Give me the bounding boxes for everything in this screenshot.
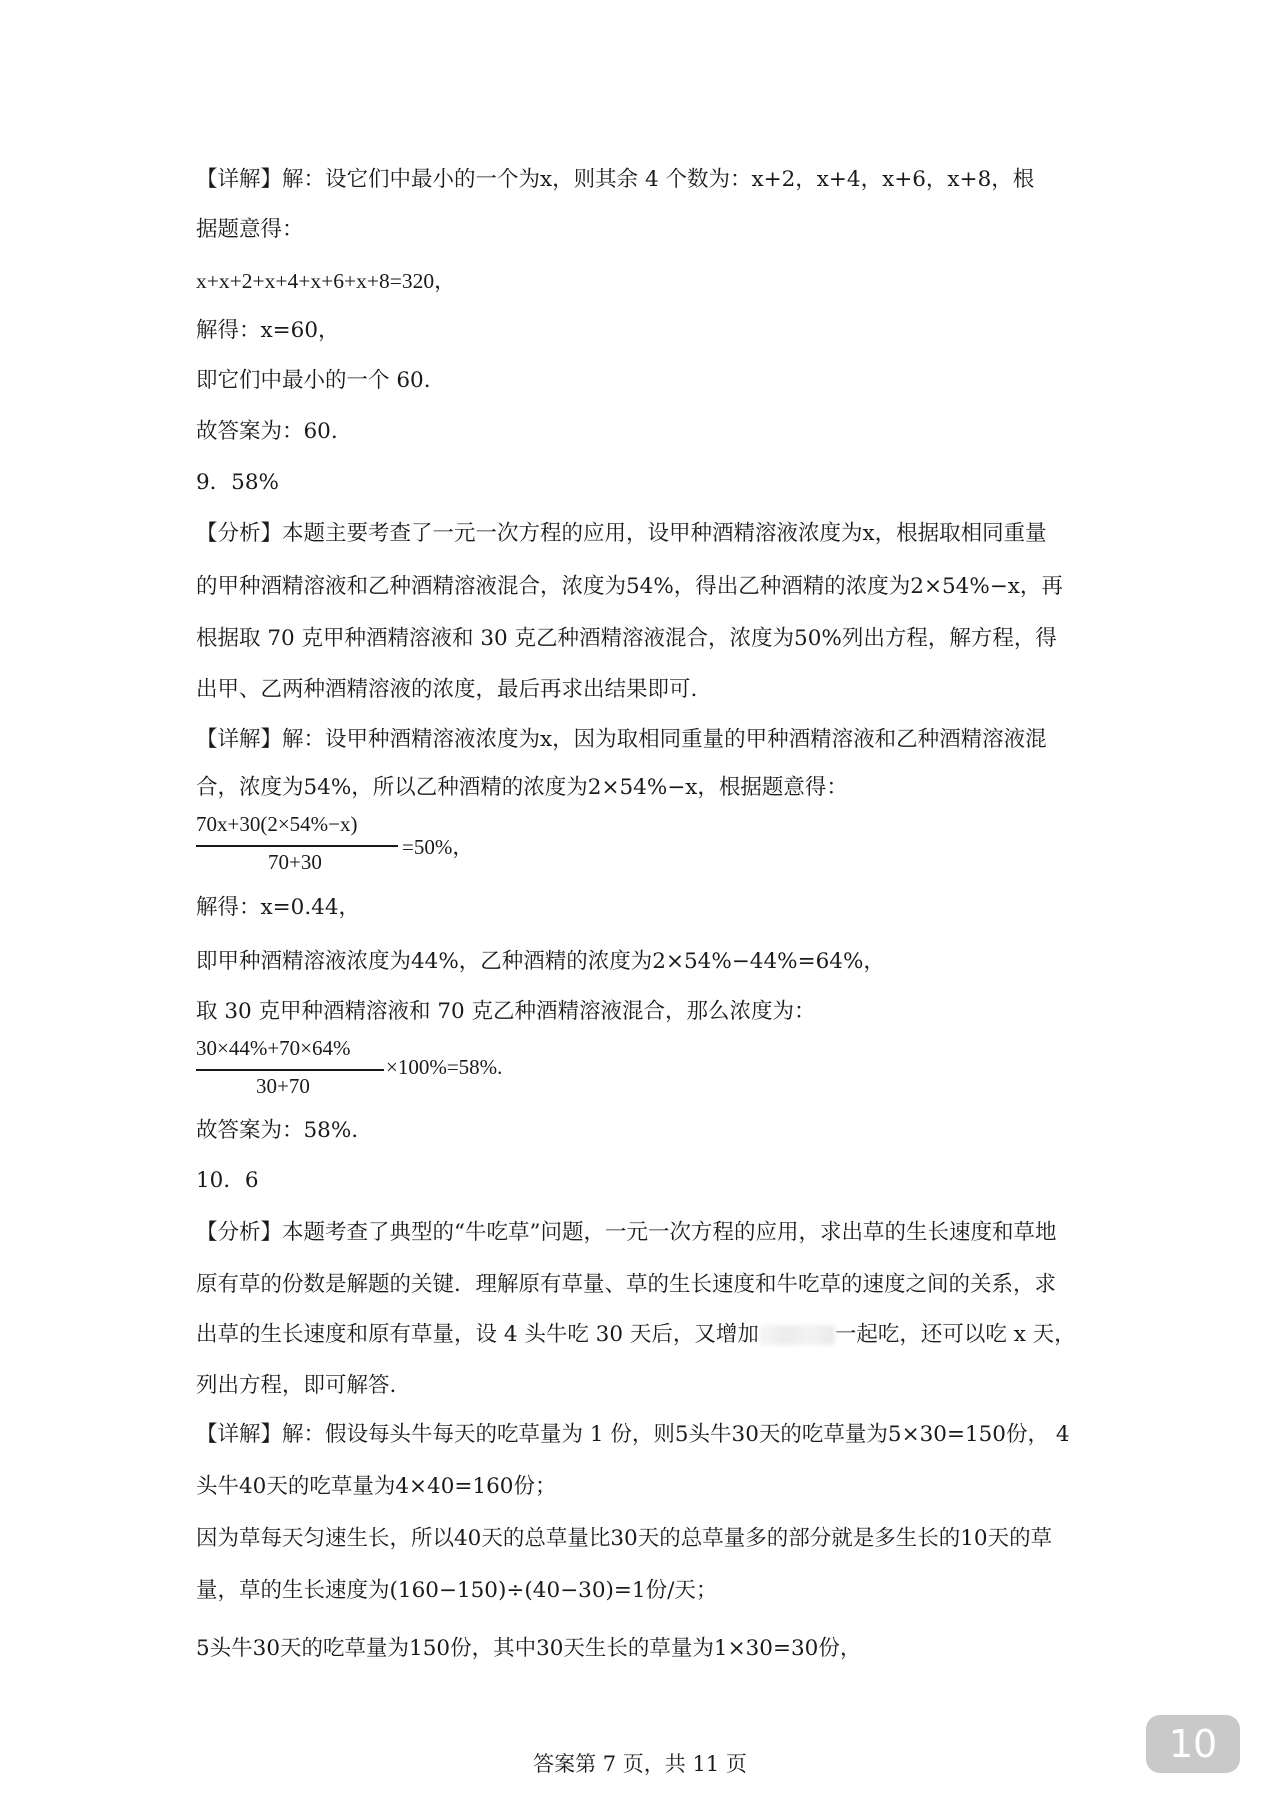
text-line: 量，草的生长速度为(160−150)÷(40−30)=1份/天； <box>196 1578 718 1603</box>
text-line: 据题意得： <box>196 217 304 242</box>
answer-heading-10: 10．6 <box>196 1168 259 1193</box>
text-line: 【详解】解：设它们中最小的一个为x，则其余 4 个数为：x+2，x+4，x+6，x+8，根 <box>196 167 1035 192</box>
text-line: 原有草的份数是解题的关键．理解原有草量、草的生长速度和牛吃草的速度之间的关系，求 <box>196 1272 1057 1297</box>
text-line: 故答案为：58%. <box>196 1118 359 1143</box>
text-line: 的甲种酒精溶液和乙种酒精溶液混合，浓度为54%，得出乙种酒精的浓度为2×54%−x，再 <box>196 574 1063 599</box>
fraction-result: =50%， <box>402 835 474 859</box>
fraction-equation-2 <box>196 1036 596 1106</box>
text-line <box>196 1320 1076 1350</box>
equation-line: x+x+2+x+4+x+6+x+8=320， <box>196 269 456 293</box>
page-footer: 答案第 7 页，共 11 页 <box>533 1752 747 1776</box>
text-line: 根据取 70 克甲种酒精溶液和 30 克乙种酒精溶液混合，浓度为50%列出方程，解方程，得 <box>196 626 1057 651</box>
answer-heading-9: 9．58% <box>196 470 279 495</box>
text-segment: 出草的生长速度和原有草量，设 4 头牛吃 30 天后，又增加 <box>196 1322 759 1347</box>
text-line: 出甲、乙两种酒精溶液的浓度，最后再求出结果即可. <box>196 677 698 702</box>
text-line: 即它们中最小的一个 60. <box>196 368 431 393</box>
fraction-bar <box>196 845 398 847</box>
text-line: 因为草每天匀速生长，所以40天的总草量比30天的总草量多的部分就是多生长的10天的草 <box>196 1526 1053 1551</box>
text-line: 合，浓度为54%，所以乙种酒精的浓度为2×54%−x，根据题意得： <box>196 775 848 800</box>
text-line: 【详解】解：设甲种酒精溶液浓度为x，因为取相同重量的甲种酒精溶液和乙种酒精溶液混 <box>196 727 1047 752</box>
page-number-badge: 10 <box>1146 1715 1240 1773</box>
text-line: 解得：x=60， <box>196 318 340 343</box>
text-line: 5头牛30天的吃草量为150份，其中30天生长的草量为1×30=30份， <box>196 1636 862 1661</box>
fraction-bar <box>196 1069 384 1071</box>
text-line: 列出方程，即可解答. <box>196 1373 397 1398</box>
text-line: 【分析】本题考查了典型的“牛吃草”问题，一元一次方程的应用，求出草的生长速度和草地 <box>196 1220 1057 1245</box>
text-line: 即甲种酒精溶液浓度为44%，乙种酒精的浓度为2×54%−44%=64%， <box>196 949 885 974</box>
fraction-denominator: 70+30 <box>268 850 322 874</box>
fraction-result: ×100%=58%. <box>386 1055 503 1079</box>
text-line: 【分析】本题主要考查了一元一次方程的应用，设甲种酒精溶液浓度为x，根据取相同重量 <box>196 521 1047 546</box>
text-line: 取 30 克甲种酒精溶液和 70 克乙种酒精溶液混合，那么浓度为： <box>196 999 816 1024</box>
text-segment: 一起吃，还可以吃 x 天， <box>834 1322 1076 1347</box>
text-line: 故答案为：60. <box>196 419 338 444</box>
text-line: 【详解】解：假设每头牛每天的吃草量为 1 份，则5头牛30天的吃草量为5×30=150份， 4 <box>196 1422 1070 1447</box>
text-line: 解得：x=0.44， <box>196 895 361 920</box>
text-line: 头牛40天的吃草量为4×40=160份； <box>196 1474 557 1499</box>
fraction-numerator: 70x+30(2×54%−x) <box>196 812 358 836</box>
fraction-numerator: 30×44%+70×64% <box>196 1036 351 1060</box>
redacted-region <box>759 1325 835 1345</box>
fraction-equation-1 <box>196 812 596 882</box>
fraction-denominator: 30+70 <box>256 1074 310 1098</box>
